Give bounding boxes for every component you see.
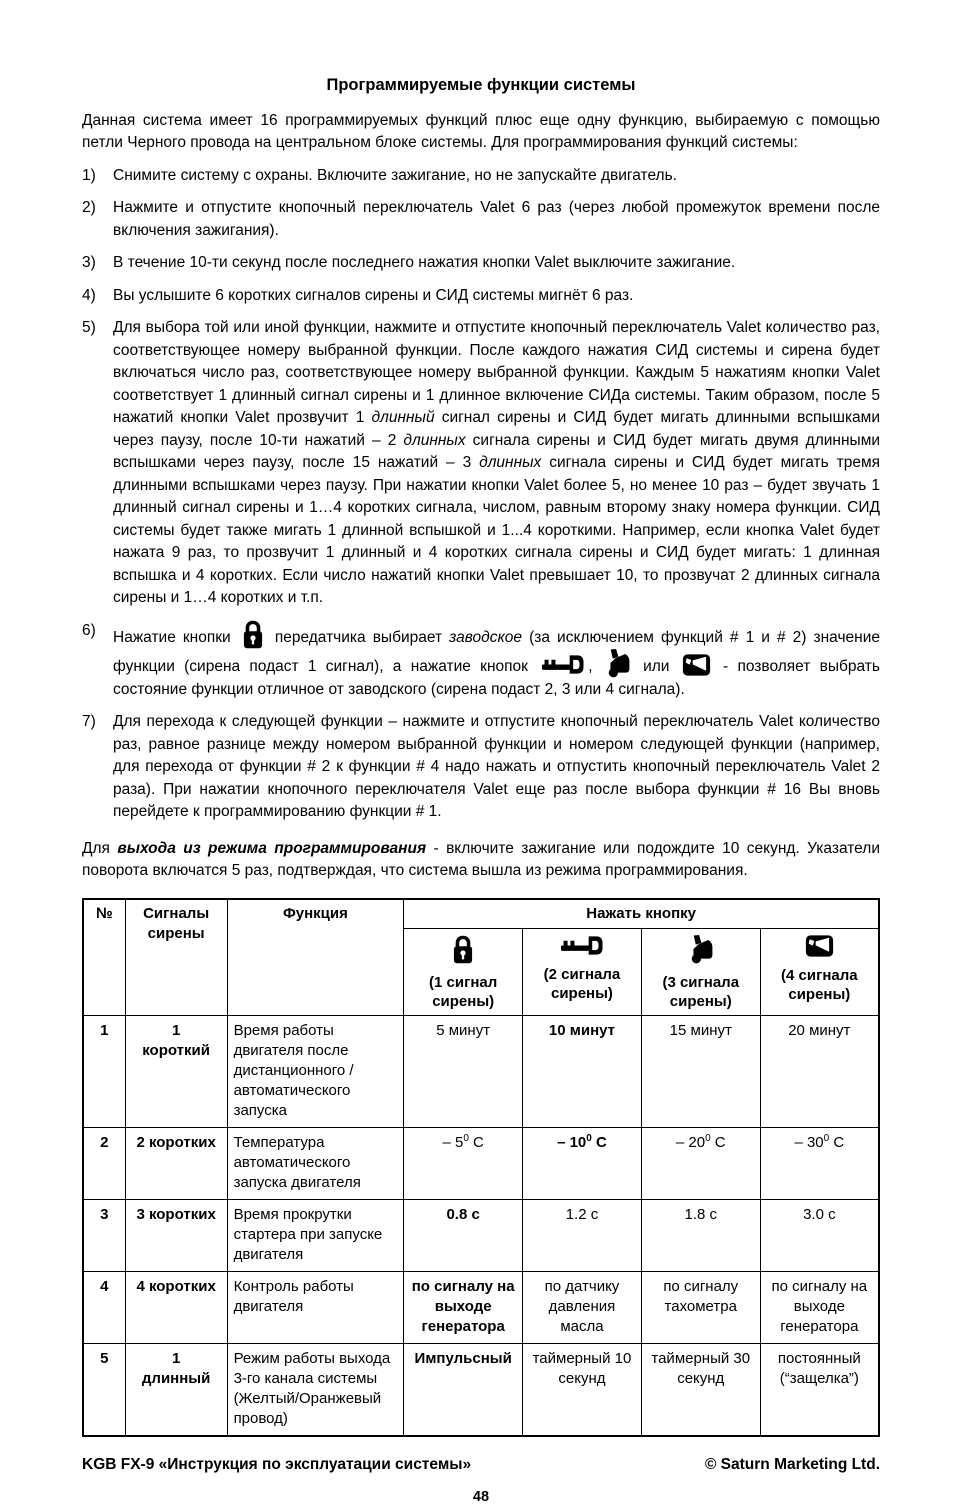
- table-row: [83, 1344, 879, 1437]
- table-row: [83, 1200, 879, 1272]
- cell-value-4: 20 минут: [760, 1016, 879, 1128]
- list-item-number: 1): [82, 165, 113, 188]
- list-item: [82, 285, 880, 308]
- col-header-function: Функция: [227, 899, 404, 1016]
- table-row: [83, 1016, 879, 1128]
- col-header-number: №: [83, 899, 125, 1016]
- footer-right-copyright: © Saturn Marketing Ltd.: [705, 1454, 880, 1477]
- key-icon-slot: [527, 935, 637, 962]
- button-col-label: (2 сигнала сирены): [527, 965, 637, 1003]
- cell-function: Режим работы выхода 3-го канала системы (Желтый/Оранжевый провод): [227, 1344, 404, 1437]
- list-item-text: Вы услышите 6 коротких сигналов сирены и СИД системы мигнёт 6 раз.: [113, 285, 880, 308]
- cell-value-2: таймерный 10 секунд: [523, 1344, 642, 1437]
- button-col-label: (3 сигнала сирены): [646, 973, 756, 1011]
- cell-number: 4: [83, 1272, 125, 1344]
- list-item-text: Для перехода к следующей функции – нажмите и отпустите кнопочный переключатель Valet количество раз, равное разнице между номером выбранной функции и номером следующей функции (например, для перехода от функции # 2 к функции # 4 надо нажать и отпустить кнопочный переключатель Valet 2 раза). При нажатии кнопочного переключателя Valet еще раз после выбора функции # 16 Вы вновь перейдете к программированию функции # 1.: [113, 711, 880, 824]
- col-header-siren-signals: Сигналы сирены: [125, 899, 227, 1016]
- list-item-text: В течение 10-ти секунд после последнего нажатия кнопки Valet выключите зажигание.: [113, 252, 880, 275]
- cell-function: Время работы двигателя после дистанционного / автоматического запуска: [227, 1016, 404, 1128]
- cell-value-1: 5 минут: [404, 1016, 523, 1128]
- cell-value-1: по сигналу на выходе генератора: [404, 1272, 523, 1344]
- cell-value-3: 1.8 с: [641, 1200, 760, 1272]
- list-item: [82, 252, 880, 275]
- page-title: Программируемые функции системы: [82, 74, 880, 97]
- lock-icon-slot: [408, 935, 518, 970]
- list-item-text: Для выбора той или иной функции, нажмите и отпустите кнопочный переключатель Valet количество раз, соответствующее номеру выбранной функции. После каждого нажатия СИД системы и сирена будет включаться число раз, соответствующее номеру выбранной функции. Каждым 5 нажатиям кнопки Valet соответствует 1 длинный сигнал сирены и 1 длинное включение СИДа системы. Таким образом, после 5 нажатий кнопки Valet прозвучит 1 длинный сигнал сирены и СИД будет мигать длинными вспышками через паузу, после 10-ти нажатий – 2 длинных сигнала сирены и СИД будет мигать двумя длинными вспышками через паузу, после 15 нажатий – 3 длинных сигнала сирены и СИД будет мигать тремя длинными вспышками через паузу. При нажатии кнопки Valet более 5, но менее 10 раз – будет звучать 1 длинный сигнал сирены и 1…4 коротких сигнала, числом, равным второму знаку номера функции. СИД системы будет также мигать 1 длинной вспышкой и 1...4 короткими. Например, если кнопка Valet будет нажата 9 раз, то прозвучит 1 длинный и 4 коротких сигнала сирены и СИД будет мигать: 1 длинная вспышка и 4 коротких. Если число нажатий кнопки Valet превышает 10, то прозвучат 2 длинных сигнала сирены и 1…4 коротких и т.п.: [113, 317, 880, 610]
- cell-value-3: таймерный 30 секунд: [641, 1344, 760, 1437]
- cell-value-2: – $10^0$ С: [523, 1128, 642, 1200]
- cell-function: Контроль работы двигателя: [227, 1272, 404, 1344]
- table-row: [83, 1272, 879, 1344]
- list-item-number: 3): [82, 252, 113, 275]
- button-col-mute: [760, 929, 879, 1016]
- cell-signals: 4 коротких: [125, 1272, 227, 1344]
- list-item-text: Нажмите и отпустите кнопочный переключатель Valet 6 раз (через любой промежуток времени после включения зажигания).: [113, 197, 880, 242]
- trunk-icon-slot: [646, 935, 756, 970]
- list-item-number: 4): [82, 285, 113, 308]
- trunk-icon: [688, 935, 714, 964]
- page-number: 48: [82, 1486, 880, 1508]
- mute-icon: [682, 654, 711, 676]
- cell-value-4: по сигналу на выходе генератора: [760, 1272, 879, 1344]
- cell-value-1: – $5^0$ С: [404, 1128, 523, 1200]
- trunk-icon: [605, 649, 631, 678]
- lock-icon: [241, 620, 265, 649]
- page-footer: [82, 1454, 880, 1477]
- intro-paragraph: Данная система имеет 16 программируемых функций плюс еще одну функцию, выбираемую с помощью петли Черного провода на центральном блоке системы. Для программирования функций системы:: [82, 110, 880, 155]
- cell-value-2: 1.2 с: [523, 1200, 642, 1272]
- cell-number: 2: [83, 1128, 125, 1200]
- cell-value-3: – $20^0$ С: [641, 1128, 760, 1200]
- cell-signals: 2 коротких: [125, 1128, 227, 1200]
- cell-value-1: Импульсный: [404, 1344, 523, 1437]
- exit-programming-note: Для выхода из режима программирования - включите зажигание или подождите 10 секунд. Указатели поворота включатся 5 раз, подтверждая, что система вышла из режима программирования.: [82, 838, 880, 883]
- button-col-label: (1 сигнал сирены): [408, 973, 518, 1011]
- cell-value-2: 10 минут: [523, 1016, 642, 1128]
- functions-table: [82, 898, 880, 1437]
- list-item-number: 6): [82, 620, 113, 702]
- mute-icon-slot: [765, 935, 874, 963]
- cell-value-4: постоянный (“защелка”): [760, 1344, 879, 1437]
- list-item: [82, 197, 880, 242]
- list-item-text: Нажатие кнопки передатчика выбирает заводское (за исключением функций # 1 и # 2) значение функции (сирена подаст 1 сигнал), а нажатие кнопок , или - позволяет выбрать состояние функции отличное от заводского (сирена подаст 2, 3 или 4 сигнала).: [113, 620, 880, 702]
- button-col-key: [523, 929, 642, 1016]
- cell-value-3: по сигналу тахометра: [641, 1272, 760, 1344]
- button-col-lock: [404, 929, 523, 1016]
- cell-signals: 1 короткий: [125, 1016, 227, 1128]
- list-item-number: 5): [82, 317, 113, 610]
- cell-value-4: – $30^0$ С: [760, 1128, 879, 1200]
- list-item: [82, 165, 880, 188]
- cell-value-2: по датчику давления масла: [523, 1272, 642, 1344]
- list-item: [82, 620, 880, 702]
- cell-value-4: 3.0 с: [760, 1200, 879, 1272]
- col-header-press-button: Нажать кнопку: [404, 899, 879, 929]
- button-col-label: (4 сигнала сирены): [765, 966, 874, 1004]
- key-icon: [559, 935, 604, 956]
- cell-signals: 3 коротких: [125, 1200, 227, 1272]
- cell-signals: 1 длинный: [125, 1344, 227, 1437]
- footer-left-title: KGB FX-9 «Инструкция по эксплуатации системы»: [82, 1454, 471, 1477]
- cell-number: 5: [83, 1344, 125, 1437]
- list-item-number: 7): [82, 711, 113, 824]
- lock-icon: [451, 935, 475, 964]
- key-icon: [540, 654, 585, 675]
- cell-number: 1: [83, 1016, 125, 1128]
- table-row: [83, 1128, 879, 1200]
- cell-value-1: 0.8 с: [404, 1200, 523, 1272]
- list-item: [82, 711, 880, 824]
- mute-icon: [805, 935, 834, 957]
- cell-function: Температура автоматического запуска двигателя: [227, 1128, 404, 1200]
- list-item-number: 2): [82, 197, 113, 242]
- list-item: [82, 317, 880, 610]
- cell-function: Время прокрутки стартера при запуске двигателя: [227, 1200, 404, 1272]
- list-item-text: Снимите систему с охраны. Включите зажигание, но не запускайте двигатель.: [113, 165, 880, 188]
- cell-number: 3: [83, 1200, 125, 1272]
- button-col-trunk: [641, 929, 760, 1016]
- cell-value-3: 15 минут: [641, 1016, 760, 1128]
